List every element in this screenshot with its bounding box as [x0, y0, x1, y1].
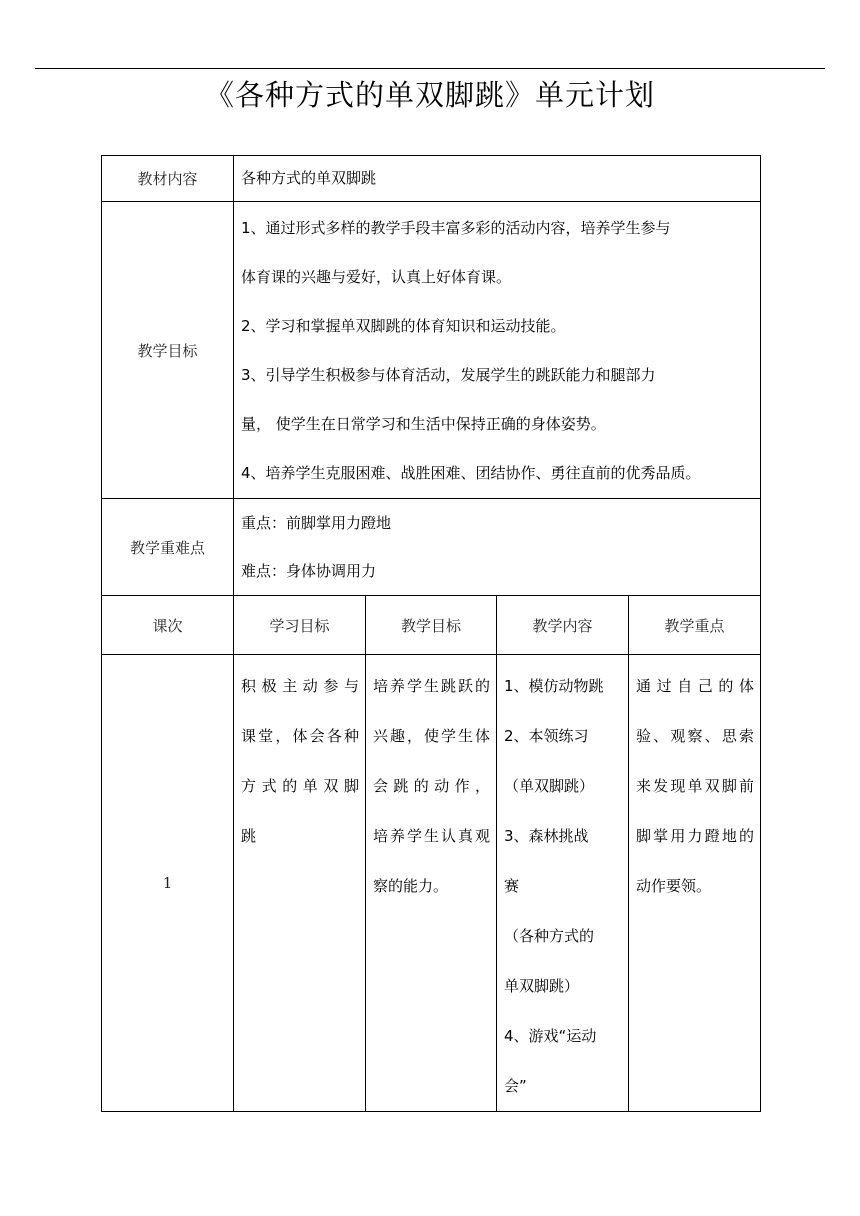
column-header-focus: 教学重点	[629, 596, 761, 655]
learning-goal-cell	[234, 655, 366, 1112]
lesson-header-row	[102, 596, 761, 655]
learning-goal-line: 方式的单双脚	[241, 777, 359, 795]
content-line: 赛	[504, 877, 520, 895]
focus-line: 验、观察、思索	[636, 727, 755, 745]
focus-cell	[629, 655, 761, 1112]
lesson-number: 1	[102, 655, 234, 1112]
content-line: 单双脚跳）	[504, 977, 580, 995]
material-value-cell	[234, 156, 761, 202]
key-point-line: 难点：身体协调用力	[241, 562, 377, 580]
column-header-content: 教学内容	[497, 596, 629, 655]
focus-line: 脚掌用力蹬地的	[636, 827, 755, 845]
teaching-goal-line: 察的能力。	[373, 877, 449, 895]
goal-line: 2、学习和掌握单双脚跳的体育知识和运动技能。	[241, 317, 566, 335]
teaching-goal-line: 培养学生认真观	[373, 827, 490, 845]
content-line: 2、本领练习	[504, 727, 589, 745]
content-text	[497, 655, 628, 1111]
focus-text	[629, 655, 760, 911]
focus-line: 通过自己的体	[636, 677, 755, 695]
content-line: 3、森林挑战	[504, 827, 589, 845]
key-point-line: 重点：前脚掌用力蹬地	[241, 514, 392, 532]
learning-goal-line: 跳	[241, 827, 257, 845]
content-line: 1、模仿动物跳	[504, 677, 604, 695]
column-header-teaching-goal: 教学目标	[366, 596, 497, 655]
learning-goal-line: 积极主动参与	[241, 677, 359, 695]
goal-line: 体育课的兴趣与爱好，认真上好体育课。	[241, 268, 512, 286]
unit-plan-table	[101, 155, 761, 1112]
teaching-goal-line: 培养学生跳跃的	[373, 677, 490, 695]
material-label: 教材内容	[102, 156, 234, 202]
teaching-goal-line: 兴趣，使学生体	[373, 727, 490, 745]
material-row	[102, 156, 761, 202]
key-points-row	[102, 499, 761, 596]
goals-label: 教学目标	[102, 202, 234, 499]
learning-goal-text	[234, 655, 365, 861]
material-value: 各种方式的单双脚跳	[241, 169, 377, 187]
goal-line: 1、通过形式多样的教学手段丰富多彩的活动内容，培养学生参与	[241, 219, 671, 237]
lesson-row	[102, 655, 761, 1112]
focus-line: 动作要领。	[636, 877, 712, 895]
teaching-goal-text	[366, 655, 496, 911]
document-title: 《各种方式的单双脚跳》单元计划	[204, 78, 655, 112]
content-line: 会”	[504, 1077, 527, 1095]
content-cell	[497, 655, 629, 1112]
goals-row	[102, 202, 761, 499]
header-rule	[35, 68, 825, 69]
teaching-goal-line: 会跳的动作，	[373, 777, 490, 795]
content-line: 4、游戏“运动	[504, 1027, 597, 1045]
key-points-cell	[234, 499, 761, 596]
key-points-list	[241, 499, 753, 595]
learning-goal-line: 课堂，体会各种	[241, 727, 359, 745]
teaching-goal-cell	[366, 655, 497, 1112]
goal-line: 3、引导学生积极参与体育活动，发展学生的跳跃能力和腿部力	[241, 366, 656, 384]
goal-line: 量， 使学生在日常学习和生活中保持正确的身体姿势。	[241, 415, 606, 433]
column-header-lesson: 课次	[102, 596, 234, 655]
content-line: （各种方式的	[504, 927, 595, 945]
content-line: （单双脚跳）	[504, 777, 595, 795]
focus-line: 来发现单双脚前	[636, 777, 755, 795]
goal-line: 4、培养学生克服困难、战胜困难、团结协作、勇往直前的优秀品质。	[241, 464, 701, 482]
goals-list	[241, 202, 753, 498]
column-header-learning-goal: 学习目标	[234, 596, 366, 655]
goals-cell	[234, 202, 761, 499]
key-points-label: 教学重难点	[102, 499, 234, 596]
